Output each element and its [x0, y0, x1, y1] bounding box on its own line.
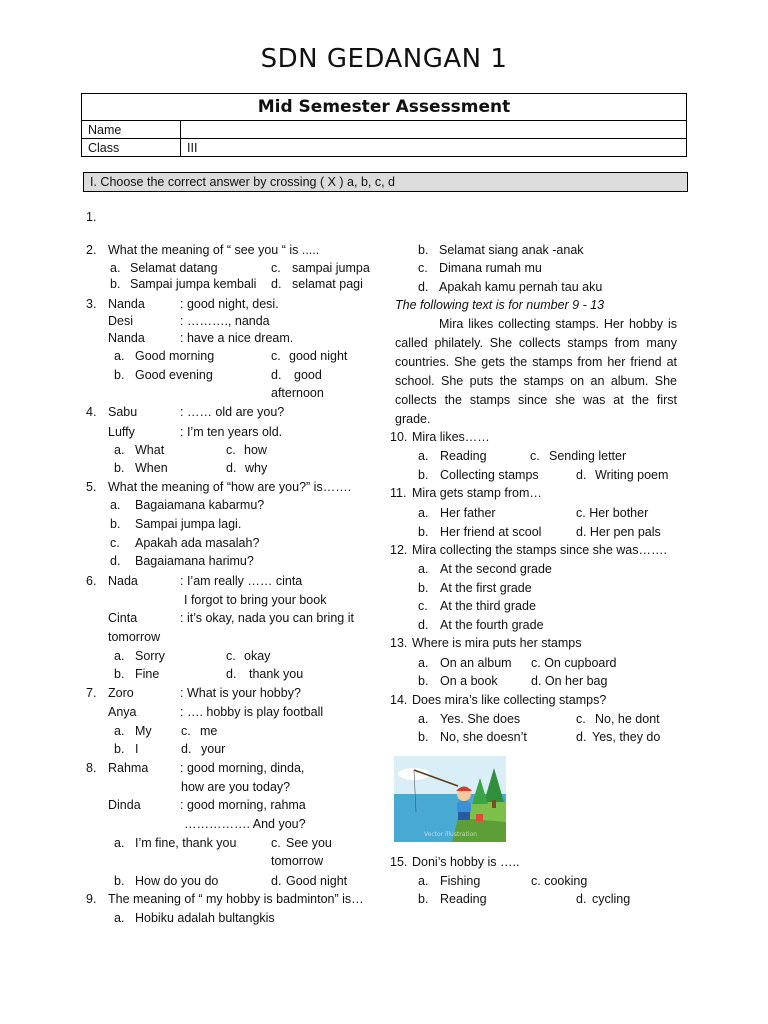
- question-3-option-d: good: [294, 368, 322, 382]
- question-5-option-a-letter: a.: [110, 498, 121, 512]
- question-15-option-b: Reading: [440, 892, 487, 906]
- question-5-number: 5.: [86, 480, 97, 494]
- question-9-option-c: Dimana rumah mu: [439, 261, 542, 275]
- question-4-speaker-2: Luffy: [108, 425, 135, 439]
- question-3-option-c: good night: [289, 349, 348, 363]
- question-14-option-a: Yes. She does: [440, 712, 521, 726]
- question-4-line-2: : I’m ten years old.: [180, 425, 283, 439]
- question-8-option-b: How do you do: [135, 874, 219, 888]
- question-6-option-a: Sorry: [135, 649, 165, 663]
- question-4-option-a-letter: a.: [114, 443, 125, 457]
- question-8-line-1: : good morning, dinda,: [180, 761, 305, 775]
- question-8-option-c-letter: c.: [271, 836, 281, 850]
- question-5-option-a: Bagaiamana kabarmu?: [135, 498, 265, 512]
- question-6-speaker-1: Nada: [108, 574, 138, 588]
- question-8-option-b-letter: b.: [114, 874, 125, 888]
- question-6-option-d: thank you: [249, 667, 304, 681]
- question-11-option-b-letter: b.: [418, 525, 429, 539]
- question-6-number: 6.: [86, 574, 97, 588]
- question-15-option-a-letter: a.: [418, 874, 429, 888]
- question-4-option-d: why: [245, 461, 268, 475]
- fishing-boy-illustration: [394, 756, 506, 842]
- question-14-text: Does mira’s like collecting stamps?: [412, 693, 607, 707]
- question-3-option-d-cont: afternoon: [271, 386, 324, 400]
- question-3-option-b-letter: b.: [114, 368, 125, 382]
- question-2-option-d-letter: d.: [271, 277, 282, 291]
- svg-text:Vector illustration: Vector illustration: [424, 831, 477, 838]
- question-3-number: 3.: [86, 297, 97, 311]
- question-4-option-c-letter: c.: [226, 443, 236, 457]
- question-6-option-c: okay: [244, 649, 271, 663]
- question-5-option-b-letter: b.: [110, 517, 121, 531]
- name-field[interactable]: [181, 121, 687, 139]
- question-13-option-c: c. On cupboard: [531, 656, 617, 670]
- question-13-option-b: On a book: [440, 674, 498, 688]
- question-8-option-d-letter: d.: [271, 874, 282, 888]
- question-7-option-c: me: [200, 724, 218, 738]
- question-4-option-d-letter: d.: [226, 461, 237, 475]
- question-3-speaker-1: Nanda: [108, 297, 145, 311]
- reading-passage: Mira likes collecting stamps. Her hobby is called philately. She collects stamps from many countries. She gets the stamps from her friend at school. She puts the stamps on an album. She collects the stamps since she was at the first grade.: [395, 317, 677, 426]
- question-5-option-c: Apakah ada masalah?: [135, 536, 260, 550]
- question-9-option-d-letter: d.: [418, 280, 429, 294]
- question-6-line-1: : I’am really …… cinta: [180, 574, 303, 588]
- question-7-option-a: My: [135, 724, 152, 738]
- question-11-text: Mira gets stamp from…: [412, 486, 542, 500]
- question-2-option-a: Selamat datang: [130, 261, 218, 275]
- question-2-option-b: Sampai jumpa kembali: [130, 277, 257, 291]
- question-7-line-2: : …. hobby is play football: [180, 705, 324, 719]
- question-8-option-d: Good night: [286, 874, 348, 888]
- question-2-text: What the meaning of “ see you “ is .....: [108, 243, 320, 257]
- question-15-number: 15.: [390, 855, 408, 869]
- question-12-option-d: At the fourth grade: [440, 618, 544, 632]
- question-14-option-c: No, he dont: [595, 712, 660, 726]
- question-3-line-3: : have a nice dream.: [180, 331, 294, 345]
- question-2-option-d: selamat pagi: [292, 277, 363, 291]
- question-6-line-2-cont: tomorrow: [108, 630, 161, 644]
- question-9-option-b-letter: b.: [418, 243, 429, 257]
- question-3-option-a: Good morning: [135, 349, 215, 363]
- question-13-text: Where is mira puts her stamps: [412, 636, 582, 650]
- question-3-speaker-2: Desi: [108, 314, 134, 328]
- question-5-text: What the meaning of “how are you?” is…….: [108, 480, 352, 494]
- question-9-text: The meaning of “ my hobby is badminton” is…: [108, 892, 364, 906]
- assessment-header-table: [81, 93, 687, 157]
- question-5-option-d: Bagaiamana harimu?: [135, 554, 254, 568]
- question-11-option-a-letter: a.: [418, 506, 429, 520]
- question-11-option-a: Her father: [440, 506, 496, 520]
- question-15-option-b-letter: b.: [418, 892, 429, 906]
- question-6-speaker-2: Cinta: [108, 611, 138, 625]
- question-10-option-c: Sending letter: [549, 449, 627, 463]
- question-3-line-2: : ………., nanda: [180, 314, 270, 328]
- question-14-option-b-letter: b.: [418, 730, 429, 744]
- question-8-option-a: I’m fine, thank you: [135, 836, 237, 850]
- question-12-option-b: At the first grade: [440, 581, 532, 595]
- question-7-option-d-letter: d.: [181, 742, 192, 756]
- question-6-line-2: : it’s okay, nada you can bring it: [180, 611, 354, 625]
- question-15-option-d-letter: d.: [576, 892, 587, 906]
- question-2-option-c: sampai jumpa: [292, 261, 370, 275]
- question-6-line-1-cont: I forgot to bring your book: [184, 593, 327, 607]
- name-label: Name: [82, 121, 181, 139]
- question-4-number: 4.: [86, 405, 97, 419]
- question-8-option-c-cont: tomorrow: [271, 854, 324, 868]
- question-5-option-c-letter: c.: [110, 536, 120, 550]
- instruction-banner: I. Choose the correct answer by crossing ( X ) a, b, c, d: [83, 172, 688, 192]
- question-3-option-a-letter: a.: [114, 349, 125, 363]
- question-4-line-1: : …… old are you?: [180, 405, 285, 419]
- question-6-option-c-letter: c.: [226, 649, 236, 663]
- question-3-option-c-letter: c.: [271, 349, 281, 363]
- question-1-number: 1.: [86, 210, 97, 224]
- question-4-option-c: how: [244, 443, 267, 457]
- question-15-option-a: Fishing: [440, 874, 481, 888]
- school-title: SDN GEDANGAN 1: [260, 44, 508, 74]
- question-10-option-a: Reading: [440, 449, 487, 463]
- question-11-number: 11.: [390, 486, 407, 500]
- question-10-option-d-letter: d.: [576, 468, 587, 482]
- question-7-line-1: : What is your hobby?: [180, 686, 301, 700]
- question-14-option-b: No, she doesn’t: [440, 730, 527, 744]
- question-7-option-d: your: [201, 742, 226, 756]
- question-7-option-b-letter: b.: [114, 742, 125, 756]
- question-7-option-a-letter: a.: [114, 724, 125, 738]
- question-14-option-a-letter: a.: [418, 712, 429, 726]
- question-6-option-d-letter: d.: [226, 667, 237, 681]
- question-3-option-d-letter: d.: [271, 368, 282, 382]
- question-12-option-c: At the third grade: [440, 599, 536, 613]
- question-8-line-1-cont: how are you today?: [181, 780, 291, 794]
- question-10-option-b: Collecting stamps: [440, 468, 539, 482]
- passage-intro: The following text is for number 9 - 13: [395, 298, 605, 312]
- question-10-option-a-letter: a.: [418, 449, 429, 463]
- question-3-speaker-3: Nanda: [108, 331, 145, 345]
- question-7-option-c-letter: c.: [181, 724, 191, 738]
- question-8-line-2: : good morning, rahma: [180, 798, 306, 812]
- assessment-title: Mid Semester Assessment: [82, 94, 687, 121]
- question-7-number: 7.: [86, 686, 97, 700]
- question-8-option-c: See you: [286, 836, 332, 850]
- question-4-option-b: When: [135, 461, 168, 475]
- question-12-text: Mira collecting the stamps since she was…….: [412, 543, 667, 557]
- question-7-speaker-2: Anya: [108, 705, 137, 719]
- question-4-option-b-letter: b.: [114, 461, 125, 475]
- question-8-option-a-letter: a.: [114, 836, 125, 850]
- question-2-option-b-letter: b.: [110, 277, 121, 291]
- question-5-option-b: Sampai jumpa lagi.: [135, 517, 242, 531]
- question-9-option-a: Hobiku adalah bultangkis: [135, 911, 275, 925]
- question-12-option-c-letter: c.: [418, 599, 428, 613]
- question-12-option-b-letter: b.: [418, 581, 429, 595]
- question-2-option-c-letter: c.: [271, 261, 281, 275]
- question-6-option-b-letter: b.: [114, 667, 125, 681]
- question-4-speaker-1: Sabu: [108, 405, 138, 419]
- question-7-speaker-1: Zoro: [108, 686, 134, 700]
- question-10-number: 10.: [390, 430, 408, 444]
- question-10-option-d: Writing poem: [595, 468, 669, 482]
- question-9-number: 9.: [86, 892, 97, 906]
- question-8-speaker-2: Dinda: [108, 798, 141, 812]
- class-label: Class: [82, 139, 181, 157]
- question-15-option-c: c. cooking: [531, 874, 588, 888]
- question-6-option-b: Fine: [135, 667, 160, 681]
- question-13-option-a: On an album: [440, 656, 512, 670]
- question-9-option-b: Selamat siang anak -anak: [439, 243, 584, 257]
- question-11-option-b: Her friend at scool: [440, 525, 542, 539]
- question-2-option-a-letter: a.: [110, 261, 121, 275]
- question-4-option-a: What: [135, 443, 165, 457]
- question-3-line-1: : good night, desi.: [180, 297, 279, 311]
- question-8-line-2-cont: ……………. And you?: [184, 817, 306, 831]
- question-12-option-a-letter: a.: [418, 562, 429, 576]
- question-10-option-b-letter: b.: [418, 468, 429, 482]
- question-10-option-c-letter: c.: [530, 449, 540, 463]
- question-11-option-d: d. Her pen pals: [576, 525, 661, 539]
- question-14-option-d: Yes, they do: [592, 730, 661, 744]
- question-13-option-b-letter: b.: [418, 674, 429, 688]
- question-13-option-a-letter: a.: [418, 656, 429, 670]
- question-7-option-b: I: [135, 742, 139, 756]
- question-12-option-d-letter: d.: [418, 618, 429, 632]
- question-14-option-d-letter: d.: [576, 730, 587, 744]
- question-10-text: Mira likes……: [412, 430, 490, 444]
- question-9-option-c-letter: c.: [418, 261, 428, 275]
- question-5-option-d-letter: d.: [110, 554, 121, 568]
- question-15-text: Doni’s hobby is …..: [412, 855, 520, 869]
- question-12-option-a: At the second grade: [440, 562, 552, 576]
- question-12-number: 12.: [390, 543, 408, 557]
- question-3-option-b: Good evening: [135, 368, 213, 382]
- question-9-option-d: Apakah kamu pernah tau aku: [439, 280, 603, 294]
- question-2-number: 2.: [86, 243, 97, 257]
- question-6-option-a-letter: a.: [114, 649, 125, 663]
- question-11-option-c: c. Her bother: [576, 506, 649, 520]
- question-9-option-a-letter: a.: [114, 911, 125, 925]
- question-14-option-c-letter: c.: [576, 712, 586, 726]
- question-8-number: 8.: [86, 761, 97, 775]
- question-13-option-d: d. On her bag: [531, 674, 608, 688]
- class-field: III: [181, 139, 687, 157]
- question-15-option-d: cycling: [592, 892, 631, 906]
- question-14-number: 14.: [390, 693, 408, 707]
- question-13-number: 13.: [390, 636, 408, 650]
- question-8-speaker-1: Rahma: [108, 761, 149, 775]
